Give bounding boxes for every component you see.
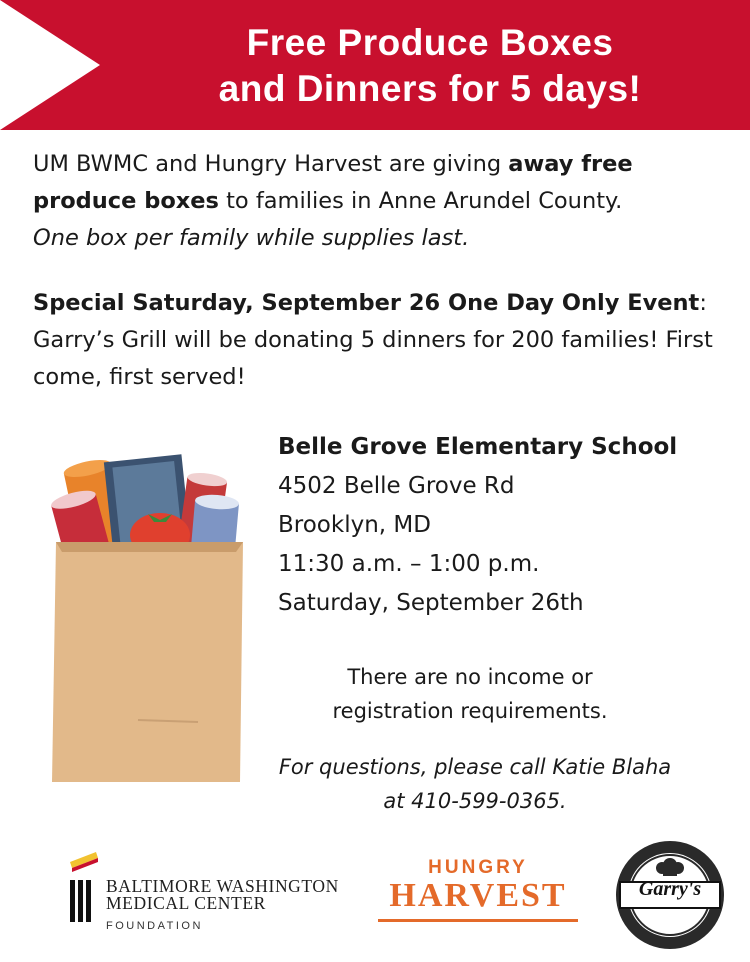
event-paragraph [33, 285, 733, 396]
banner-title-line1: Free Produce Boxes [246, 22, 614, 63]
hungry-harvest-logo [378, 855, 578, 925]
grocery-bag-icon [48, 450, 263, 790]
time-line: 11:30 a.m. – 1:00 p.m. [278, 551, 540, 577]
contact-info: For questions, please call Katie Blaha at 410-599-0365. [278, 755, 672, 813]
school-name: Belle Grove Elementary School [278, 434, 678, 460]
garrys-wordmark: Garry's [638, 878, 702, 900]
banner-title [120, 20, 740, 112]
hungry-word: HUNGRY [428, 857, 528, 878]
intro-text-1: UM BWMC and Hungry Harvest are giving [33, 151, 509, 177]
banner-title-line2: and Dinners for 5 days! [218, 68, 642, 109]
bwmc-line2: MEDICAL CENTER [106, 893, 266, 913]
location-block [278, 428, 738, 623]
event-text: Garry’s Grill will be donating 5 dinners for 200 families! First come, first served! [33, 327, 713, 390]
city-line: Brooklyn, MD [278, 512, 431, 538]
intro-paragraph [33, 146, 733, 257]
event-colon: : [699, 290, 707, 316]
header-banner [0, 0, 750, 130]
hh-underline [378, 917, 578, 925]
date-line: Saturday, September 26th [278, 590, 584, 616]
requirements-note: There are no income or registration requirements. [332, 665, 608, 723]
address-line: 4502 Belle Grove Rd [278, 473, 515, 499]
bwmc-line1: BALTIMORE WASHINGTON [106, 876, 339, 896]
intro-text-2: to families in Anne Arundel County. [218, 188, 623, 214]
garrys-logo [600, 840, 740, 954]
bwmc-emblem-icon [66, 850, 102, 940]
intro-bold: away free produce boxes [33, 151, 633, 214]
harvest-word: HARVEST [389, 877, 567, 914]
intro-italic: One box per family while supplies last. [33, 225, 470, 251]
event-bold: Special Saturday, September 26 One Day Only Event [33, 290, 700, 316]
bwmc-logo [66, 850, 376, 940]
bwmc-foundation: FOUNDATION [106, 920, 203, 932]
bwmc-name [106, 878, 339, 912]
